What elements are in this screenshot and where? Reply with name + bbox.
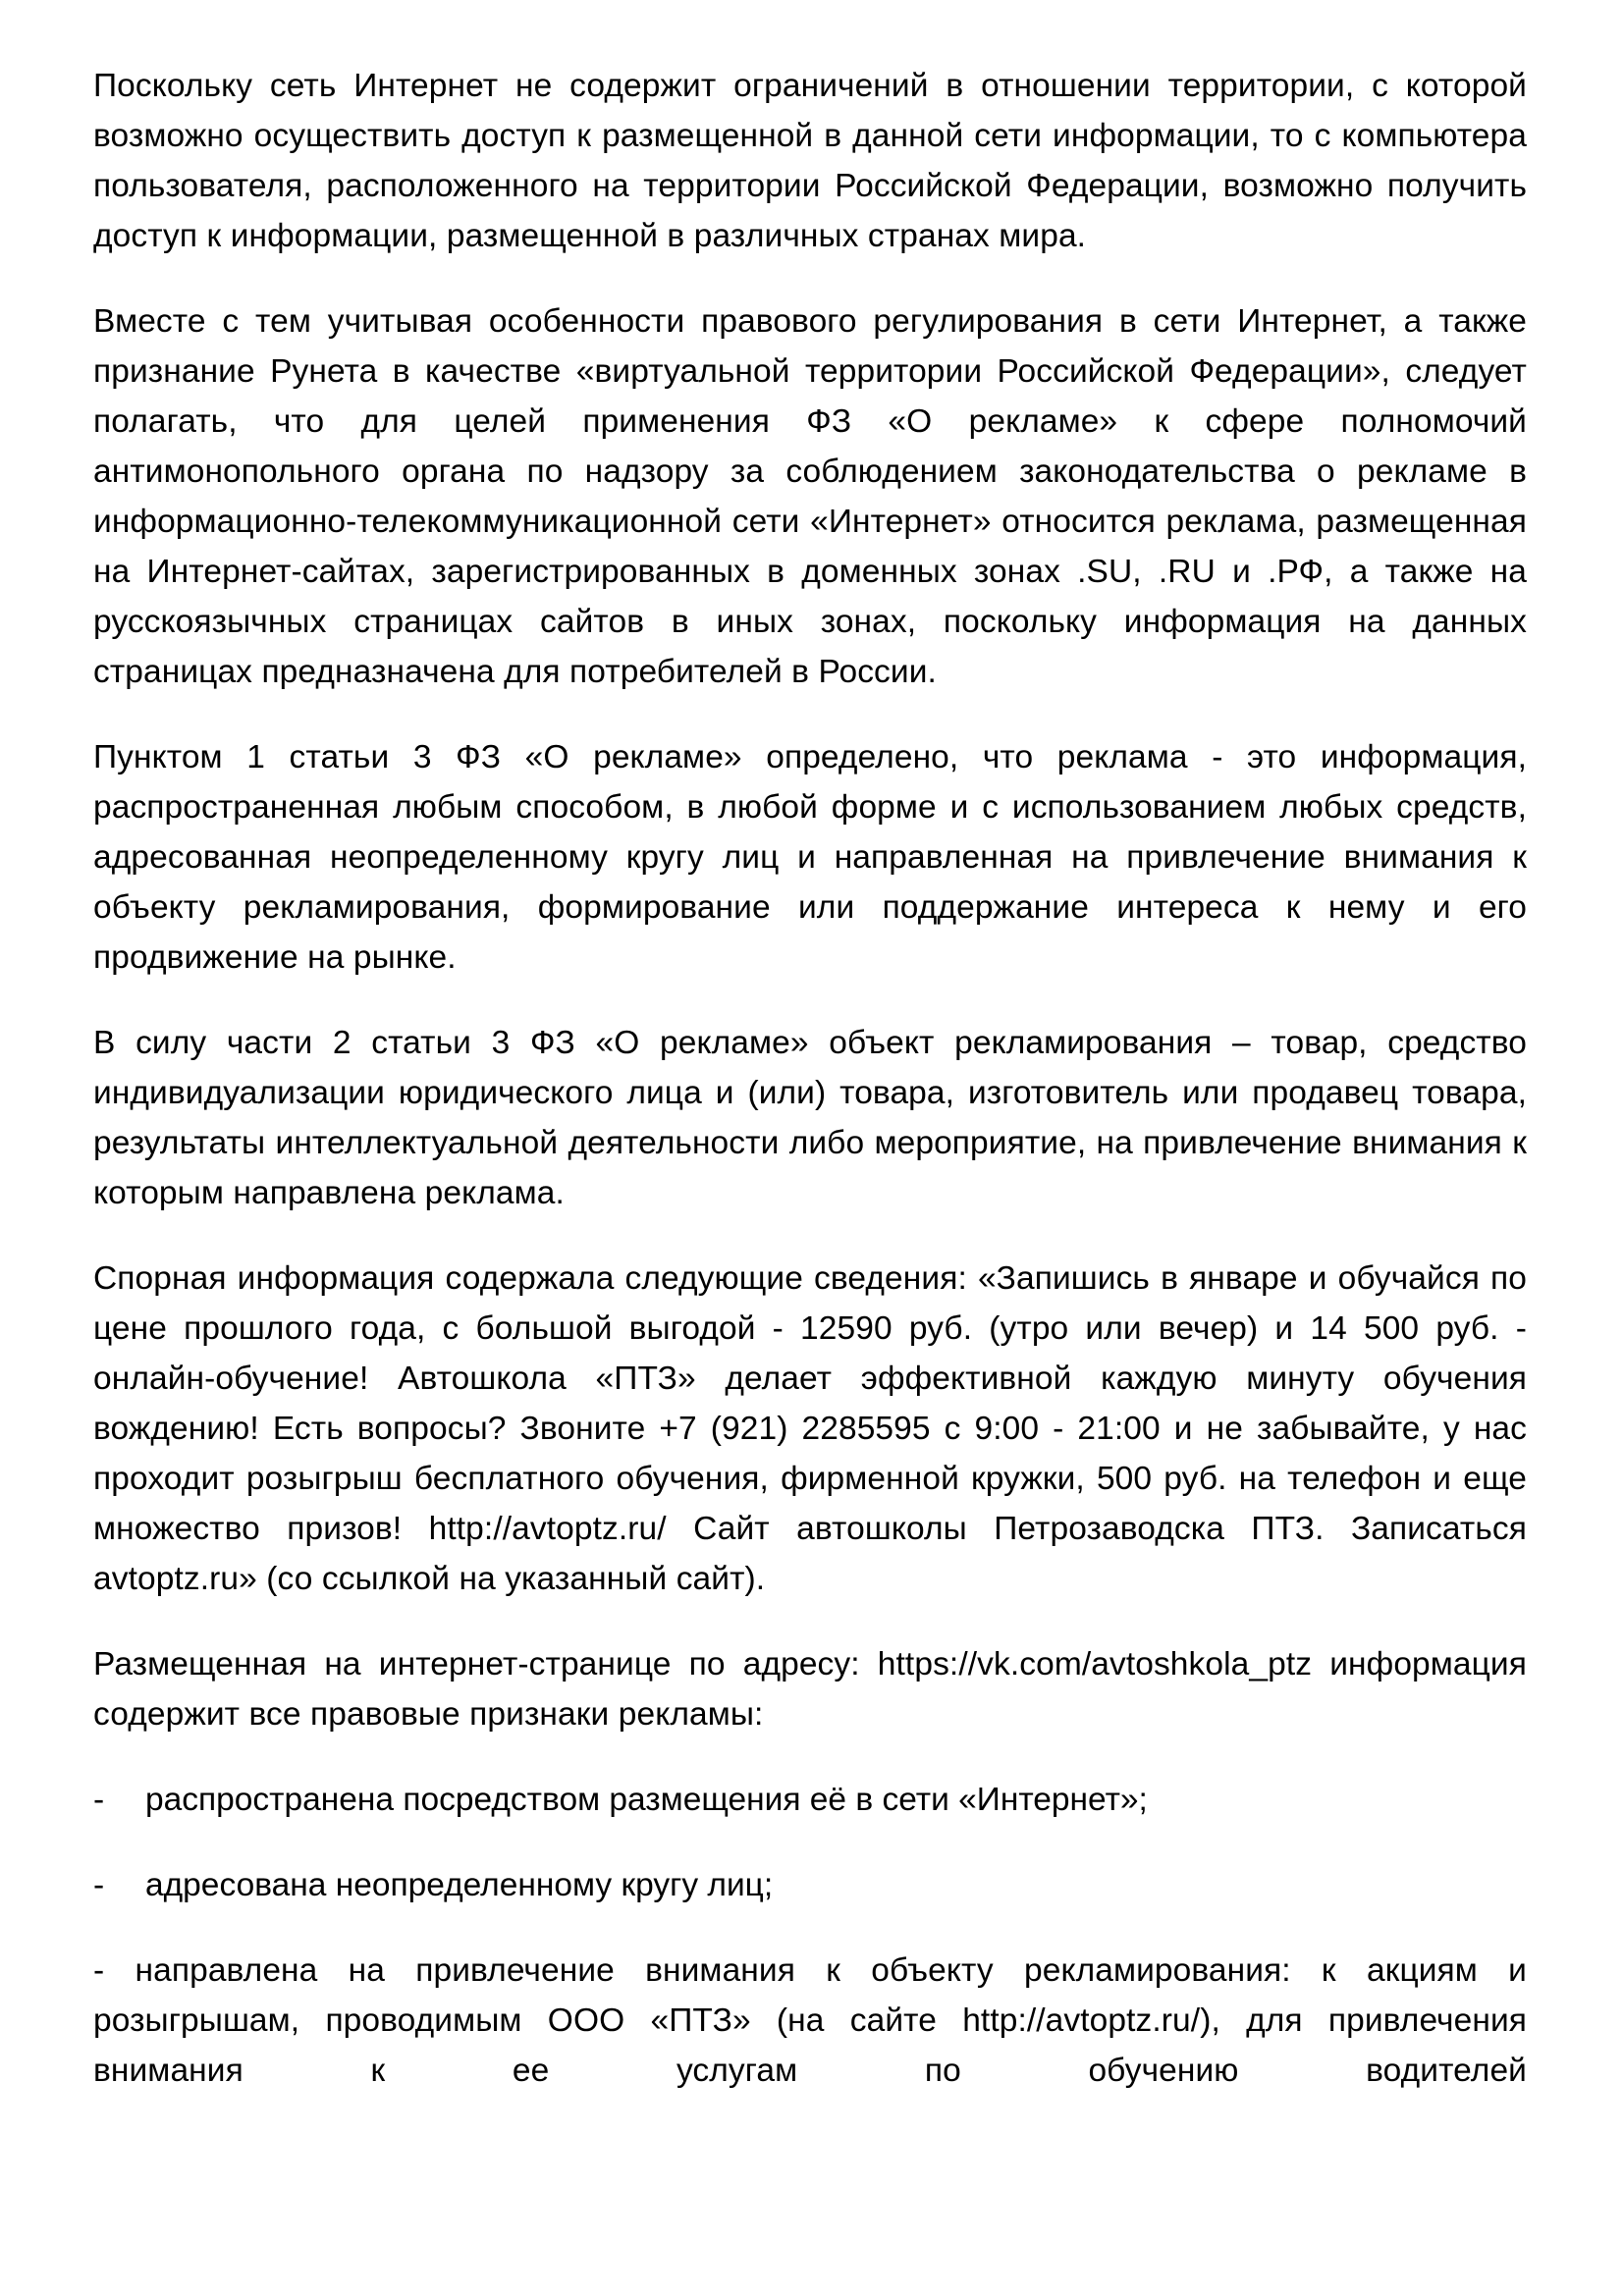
list-item-label: распространена посредством размещения её в сети «Интернет»; xyxy=(145,1782,1148,1818)
paragraph-1: Поскольку сеть Интернет не содержит ограничений в отношении территории, с которой возможно осуществить доступ к размещенной в данной сети информации, то с компьютера пользователя, расположенного на территории Российской Федерации, возможно получить доступ к информации, размещенной в различных странах мира. xyxy=(93,68,1527,254)
paragraph-4: В силу части 2 статьи 3 ФЗ «О рекламе» объект рекламирования – товар, средство индивидуализации юридического лица и (или) товара, изготовитель или продавец товара, результаты интеллектуальной деятельности либо мероприятие, на привлечение внимания к которым направлена реклама. xyxy=(93,1025,1527,1211)
paragraph-3: Пунктом 1 статьи 3 ФЗ «О рекламе» определено, что реклама - это информация, распространенная любым способом, в любой форме и с использованием любых средств, адресованная неопределенному кругу лиц и направленная на привлечение внимания к объекту рекламирования, формирование или поддержание интереса к нему и его продвижение на рынке. xyxy=(93,739,1527,976)
paragraph-7-third-criterion: - направлена на привлечение внимания к объекту рекламирования: к акциям и розыгрышам, проводимым ООО «ПТЗ» (на сайте http://avtoptz.ru/), для привлечения внимания к ее услугам по обучению водителей xyxy=(93,1952,1527,2089)
list-item xyxy=(93,1860,1527,1910)
paragraph-5-disputed-ad-text: Спорная информация содержала следующие сведения: «Запишись в январе и обучайся по цене прошлого года, с большой выгодой - 12590 руб. (утро или вечер) и 14 500 руб. - онлайн-обучение! Автошкола «ПТЗ» делает эффективной каждую минуту обучения вождению! Есть вопросы? Звоните +7 (921) 2285595 с 9:00 - 21:00 и не забывайте, у нас проходит розыгрыш бесплатного обучения, фирменной кружки, 500 руб. на телефон и еще множество призов! http://avtoptz.ru/ Сайт автошколы Петрозаводска ПТЗ. Записаться avtoptz.ru» (со ссылкой на указанный сайт). xyxy=(93,1260,1527,1597)
paragraph-2: Вместе с тем учитывая особенности правового регулирования в сети Интернет, а также признание Рунета в качестве «виртуальной территории Российской Федерации», следует полагать, что для целей применения ФЗ «О рекламе» к сфере полномочий антимонопольного органа по надзору за соблюдением законодательства о рекламе в информационно-телекоммуникационной сети «Интернет» относится реклама, размещенная на Интернет-сайтах, зарегистрированных в доменных зонах .SU, .RU и .РФ, а также на русскоязычных страницах сайтов в иных зонах, поскольку информация на данных страницах предназначена для потребителей в России. xyxy=(93,303,1527,690)
bullet-dash-marker: - xyxy=(93,1782,105,1818)
list-item xyxy=(93,1775,1527,1825)
list-item-label: адресована неопределенному кругу лиц; xyxy=(145,1867,774,1903)
paragraph-6-vk-address: Размещенная на интернет-странице по адресу: https://vk.com/avtoshkola_ptz информация содержит все правовые признаки рекламы: xyxy=(93,1646,1527,1733)
document-body xyxy=(93,61,1527,2096)
advertising-criteria-list xyxy=(93,1775,1527,1910)
bullet-dash-marker: - xyxy=(93,1867,105,1903)
